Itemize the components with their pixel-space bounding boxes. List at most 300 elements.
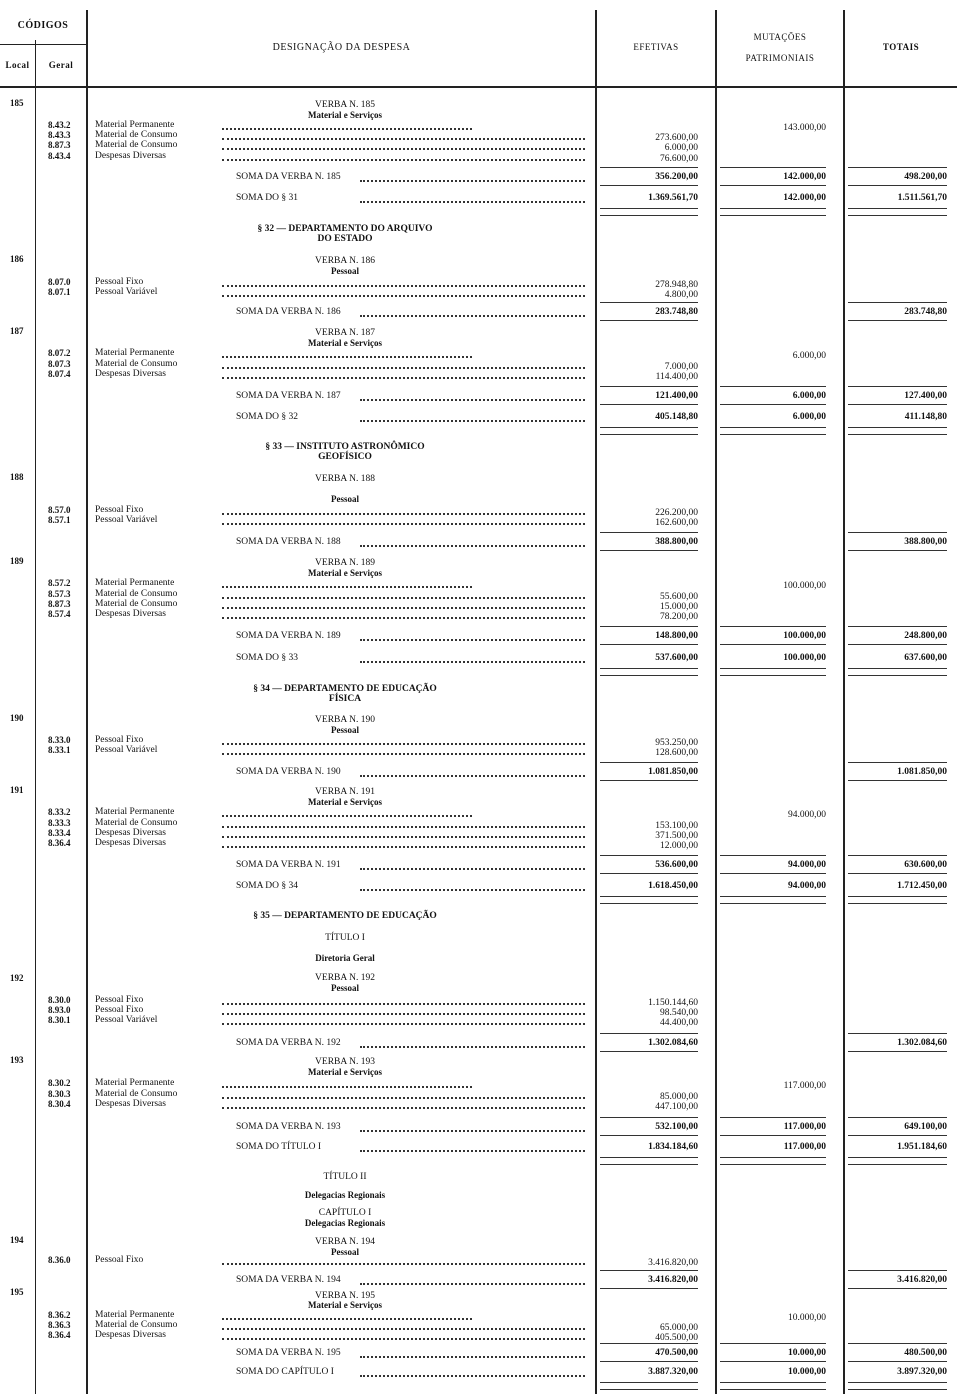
value-tot: 3.897.320,00 [897,1367,947,1377]
dot-leader [360,1036,585,1048]
value-ef: 405.148,80 [655,412,698,422]
value-ef: 536.600,00 [655,860,698,870]
item-label: Material de Consumo [95,599,178,609]
dot-leader [360,1120,585,1132]
rule-line [600,386,698,387]
dot-leader [360,879,585,891]
rule-line [600,780,698,781]
column-divider [86,10,88,1394]
item-code: 8.07.0 [48,277,71,287]
item-label: Material Permanente [95,348,175,358]
verba-heading: VERBA N. 187 [315,328,375,338]
rule-line [720,1135,826,1136]
item-code: 8.30.3 [48,1089,71,1099]
value-mut: 10.000,00 [788,1348,826,1358]
value-tot: 649.100,00 [904,1122,947,1132]
item-code: 8.07.2 [48,348,71,358]
rule-line [848,1164,947,1165]
value-ef: 1.618.450,00 [648,881,698,891]
rule-line [600,427,698,428]
local-code: 194 [10,1235,24,1245]
header-local: Local [5,60,30,70]
dot-leader [222,1253,585,1265]
verba-heading: VERBA N. 185 [315,100,375,110]
value-ef: 3.416.820,00 [648,1275,698,1285]
item-code: 8.43.2 [48,120,71,130]
rule-line [720,1157,826,1158]
value-ef: 1.302.084,60 [648,1038,698,1048]
subheading: Material e Serviços [308,338,382,348]
value-ef: 405.500,00 [655,1333,698,1343]
value-ef: 1.150.144,60 [648,998,698,1008]
soma-label: SOMA DA VERBA N. 185 [236,172,341,182]
verba-heading: VERBA N. 195 [315,1291,375,1301]
rule-line [848,855,947,856]
dot-leader [360,305,585,317]
value-mut: 142.000,00 [783,193,826,203]
rule-line [848,762,947,763]
item-label: Material Permanente [95,120,175,130]
value-ef: 447.100,00 [655,1102,698,1112]
rule-line [600,167,698,168]
value-tot: 630.600,00 [904,860,947,870]
value-ef: 226.200,00 [655,508,698,518]
item-code: 8.57.0 [48,505,71,515]
value-ef: 283.748,80 [655,307,698,317]
soma-label: SOMA DA VERBA N. 188 [236,537,341,547]
section-heading: § 33 — INSTITUTO ASTRONÔMICO [265,442,425,452]
rule-line [848,668,947,669]
header-designacao: DESIGNAÇÃO DA DESPESA [272,42,411,53]
rule-line [848,427,947,428]
value-mut: 10.000,00 [788,1367,826,1377]
rule-line [600,320,698,321]
value-mut: 6.000,00 [792,391,826,401]
rule-line [848,185,947,186]
value-mut: 117.000,00 [783,1081,826,1091]
section-heading: § 35 — DEPARTAMENTO DE EDUCAÇÃO [253,911,437,921]
dot-leader [360,170,585,182]
soma-label: SOMA DO § 34 [236,881,299,891]
rule-line [600,404,698,405]
value-ef: 7.000,00 [664,362,698,372]
soma-label: SOMA DA VERBA N. 186 [236,307,341,317]
item-label: Material de Consumo [95,818,178,828]
value-ef: 15.000,00 [660,602,698,612]
rule-line [720,903,826,904]
value-ef: 3.887.320,00 [648,1367,698,1377]
item-label: Pessoal Variável [95,745,158,755]
value-ef: 148.800,00 [655,631,698,641]
dot-leader [222,513,585,525]
value-mut: 94.000,00 [788,860,826,870]
value-ef: 356.200,00 [655,172,698,182]
subheading: Material e Serviços [308,110,382,120]
value-tot: 1.951.184,60 [897,1142,947,1152]
local-code: 189 [10,556,24,566]
rule-line [600,1051,698,1052]
rule-line [848,404,947,405]
rule-line [600,1164,698,1165]
value-ef: 153.100,00 [655,821,698,831]
value-tot: 637.600,00 [904,653,947,663]
verba-heading: VERBA N. 189 [315,558,375,568]
item-code: 8.43.4 [48,151,71,161]
value-tot: 498.200,00 [904,172,947,182]
rule-line [720,434,826,435]
rule-line [600,873,698,874]
value-mut: 10.000,00 [788,1313,826,1323]
subheading: Material e Serviços [308,1067,382,1077]
local-code: 193 [10,1055,24,1065]
value-tot: 1.712.450,00 [897,881,947,891]
soma-label: SOMA DA VERBA N. 194 [236,1275,341,1285]
verba-heading: VERBA N. 194 [315,1237,375,1247]
verba-heading: TÍTULO I [325,933,365,943]
value-ef: 128.600,00 [655,748,698,758]
dot-leader [360,410,585,422]
item-code: 8.57.2 [48,578,71,588]
rule-line [600,1288,698,1289]
value-mut: 143.000,00 [783,123,826,133]
item-code: 8.33.1 [48,745,71,755]
verba-heading: CAPÍTULO I [318,1208,372,1218]
item-code: 8.07.3 [48,359,71,369]
item-label: Pessoal Fixo [95,995,144,1005]
soma-label: SOMA DA VERBA N. 191 [236,860,341,870]
item-label: Material de Consumo [95,359,178,369]
value-ef: 12.000,00 [660,841,698,851]
rule-line [848,1288,947,1289]
value-tot: 1.081.850,00 [897,767,947,777]
value-mut: 94.000,00 [788,810,826,820]
rule-line [600,434,698,435]
soma-label: SOMA DO CAPÍTULO I [236,1367,334,1377]
item-label: Despesas Diversas [95,828,166,838]
value-ef: 44.400,00 [660,1018,698,1028]
item-label: Pessoal Variável [95,515,158,525]
subheading: Pessoal [331,266,359,276]
value-tot: 248.800,00 [904,631,947,641]
rule-line [848,1382,947,1383]
rule-line [720,167,826,168]
item-code: 8.33.3 [48,818,71,828]
verba-heading: TÍTULO II [323,1172,367,1182]
rule-line [848,208,947,209]
rule-line [848,302,947,303]
rule-line [848,873,947,874]
section-heading: GEOFÍSICO [318,452,372,462]
item-label: Material Permanente [95,578,175,588]
rule-line [848,644,947,645]
value-ef: 76.600,00 [660,154,698,164]
subheading: Delegacias Regionais [304,1190,386,1200]
rule-line [600,1361,698,1362]
soma-label: SOMA DA VERBA N. 192 [236,1038,341,1048]
dot-leader [222,743,585,755]
verba-heading: VERBA N. 186 [315,256,375,266]
column-divider [715,10,717,1394]
verba-heading: VERBA N. 192 [315,973,375,983]
rule-line [848,1135,947,1136]
header-bottom-rule [0,86,957,88]
value-mut: 6.000,00 [792,351,826,361]
dot-leader [360,858,585,870]
value-mut: 100.000,00 [783,653,826,663]
rule-line [848,675,947,676]
section-heading: DO ESTADO [317,234,373,244]
dot-leader [360,1346,585,1358]
soma-label: SOMA DA VERBA N. 187 [236,391,341,401]
item-label: Despesas Diversas [95,1330,166,1340]
value-tot: 480.500,00 [904,1348,947,1358]
rule-line [720,185,826,186]
item-code: 8.30.1 [48,1015,71,1025]
dot-leader [360,651,585,663]
rule-line [720,873,826,874]
item-code: 8.36.0 [48,1255,71,1265]
rule-line [720,855,826,856]
local-code: 188 [10,472,24,482]
header-geral: Geral [48,60,74,70]
value-ef: 273.600,00 [655,133,698,143]
rule-line [600,903,698,904]
item-label: Pessoal Fixo [95,277,144,287]
rule-line [848,215,947,216]
rule-line [848,434,947,435]
value-ef: 371.500,00 [655,831,698,841]
rule-line [720,404,826,405]
section-heading: FÍSICA [328,694,362,704]
rule-line [600,1382,698,1383]
value-mut: 117.000,00 [783,1142,826,1152]
value-tot: 127.400,00 [904,391,947,401]
value-tot: 3.416.820,00 [897,1275,947,1285]
item-code: 8.36.4 [48,838,71,848]
value-ef: 85.000,00 [660,1092,698,1102]
value-ef: 1.834.184,60 [648,1142,698,1152]
item-code: 8.43.3 [48,130,71,140]
column-divider [595,10,597,1394]
item-label: Pessoal Variável [95,287,158,297]
item-label: Material de Consumo [95,1320,178,1330]
dot-leader [360,629,585,641]
subheading: Pessoal [331,1247,359,1257]
rule-line [720,208,826,209]
item-code: 8.57.1 [48,515,71,525]
rule-line [848,1117,947,1118]
value-ef: 78.200,00 [660,612,698,622]
subheading: Diretoria Geral [315,953,375,963]
value-tot: 1.511.561,70 [897,193,947,203]
item-code: 8.30.2 [48,1078,71,1088]
item-label: Pessoal Fixo [95,1255,144,1265]
rule-line [600,644,698,645]
item-code: 8.87.3 [48,599,71,609]
local-code: 191 [10,785,24,795]
rule-line [600,550,698,551]
rule-line [600,668,698,669]
value-ef: 953.250,00 [655,738,698,748]
dot-leader [222,1328,585,1340]
rule-line [848,1270,947,1271]
item-label: Pessoal Fixo [95,735,144,745]
rule-line [848,550,947,551]
section-heading: § 32 — DEPARTAMENTO DO ARQUIVO [257,224,433,234]
rule-line [720,1343,826,1344]
rule-line [600,1389,698,1390]
rule-line [848,532,947,533]
rule-line [848,1361,947,1362]
value-ef: 65.000,00 [660,1323,698,1333]
value-tot: 388.800,00 [904,537,947,547]
dot-leader [360,535,585,547]
rule-line [600,1033,698,1034]
value-mut: 117.000,00 [783,1122,826,1132]
rule-line [848,780,947,781]
dot-leader [360,389,585,401]
value-mut: 100.000,00 [783,581,826,591]
item-code: 8.57.3 [48,589,71,599]
value-ef: 114.400,00 [655,372,698,382]
value-ef: 121.400,00 [655,391,698,401]
dot-leader [360,765,585,777]
rule-line [600,532,698,533]
rule-line [600,896,698,897]
item-label: Pessoal Fixo [95,505,144,515]
rule-line [848,896,947,897]
rule-line [720,1361,826,1362]
item-code: 8.36.2 [48,1310,71,1320]
rule-line [600,675,698,676]
item-label: Material Permanente [95,1078,175,1088]
dot-leader [360,1273,585,1285]
item-label: Material de Consumo [95,130,178,140]
subheading: Material e Serviços [308,1300,382,1310]
item-label: Despesas Diversas [95,609,166,619]
rule-line [600,855,698,856]
verba-heading: VERBA N. 190 [315,715,375,725]
item-code: 8.33.2 [48,807,71,817]
item-label: Material Permanente [95,807,175,817]
item-label: Pessoal Fixo [95,1005,144,1015]
rule-line [848,903,947,904]
item-code: 8.93.0 [48,1005,71,1015]
rule-line [600,185,698,186]
rule-line [720,626,826,627]
value-ef: 3.416.820,00 [648,1258,698,1268]
rule-line [600,1157,698,1158]
subheading: Material e Serviços [308,568,382,578]
local-code: 187 [10,326,24,336]
dot-leader [222,607,585,619]
item-code: 8.33.4 [48,828,71,838]
rule-line [720,1382,826,1383]
header-totais: TOTAIS [882,42,920,52]
item-code: 8.30.4 [48,1099,71,1109]
subheading: Material e Serviços [308,797,382,807]
value-ef: 278.948,80 [655,280,698,290]
rule-line [848,1033,947,1034]
dot-leader [222,1013,585,1025]
item-code: 8.57.4 [48,609,71,619]
item-label: Despesas Diversas [95,151,166,161]
header-patrimoniais: PATRIMONIAIS [745,53,815,63]
item-code: 8.07.4 [48,369,71,379]
header-divider [0,44,86,45]
rule-line [600,1343,698,1344]
column-divider [35,40,36,1394]
rule-line [848,386,947,387]
soma-label: SOMA DO TÍTULO I [236,1142,322,1152]
item-code: 8.36.3 [48,1320,71,1330]
rule-line [848,1389,947,1390]
section-heading: § 34 — DEPARTAMENTO DE EDUCAÇÃO [253,684,437,694]
value-ef: 1.369.561,70 [648,193,698,203]
value-ef: 1.081.850,00 [648,767,698,777]
rule-line [720,1164,826,1165]
item-label: Despesas Diversas [95,369,166,379]
dot-leader [222,367,585,379]
rule-line [600,762,698,763]
dot-leader [222,836,585,848]
rule-line [600,302,698,303]
subheading: Delegacias Regionais [304,1218,386,1228]
soma-label: SOMA DA VERBA N. 195 [236,1348,341,1358]
rule-line [720,1117,826,1118]
dot-leader [360,1365,585,1377]
value-tot: 283.748,80 [904,307,947,317]
item-code: 8.07.1 [48,287,71,297]
subheading: Pessoal [331,983,359,993]
dot-leader [360,1140,585,1152]
column-divider [843,10,845,1394]
item-label: Despesas Diversas [95,1099,166,1109]
rule-line [848,1157,947,1158]
value-tot: 411.148,80 [904,412,947,422]
rule-line [848,626,947,627]
local-code: 192 [10,973,24,983]
value-ef: 470.500,00 [655,1348,698,1358]
subheading: Pessoal [331,494,359,504]
subheading: Pessoal [331,725,359,735]
value-mut: 94.000,00 [788,881,826,891]
rule-line [600,1117,698,1118]
rule-line [600,215,698,216]
item-label: Material de Consumo [95,140,178,150]
rule-line [848,1343,947,1344]
dot-leader [222,285,585,297]
rule-line [848,167,947,168]
item-label: Material Permanente [95,1310,175,1320]
local-code: 186 [10,254,24,264]
item-label: Material de Consumo [95,1089,178,1099]
item-label: Pessoal Variável [95,1015,158,1025]
item-code: 8.30.0 [48,995,71,1005]
rule-line [720,215,826,216]
rule-line [600,1270,698,1271]
rule-line [848,1051,947,1052]
rule-line [600,1135,698,1136]
verba-heading: VERBA N. 191 [315,787,375,797]
item-code: 8.36.4 [48,1330,71,1340]
value-ef: 532.100,00 [655,1122,698,1132]
item-label: Despesas Diversas [95,838,166,848]
rule-line [720,1389,826,1390]
verba-heading: VERBA N. 193 [315,1057,375,1067]
soma-label: SOMA DA VERBA N. 189 [236,631,341,641]
dot-leader [222,149,585,161]
